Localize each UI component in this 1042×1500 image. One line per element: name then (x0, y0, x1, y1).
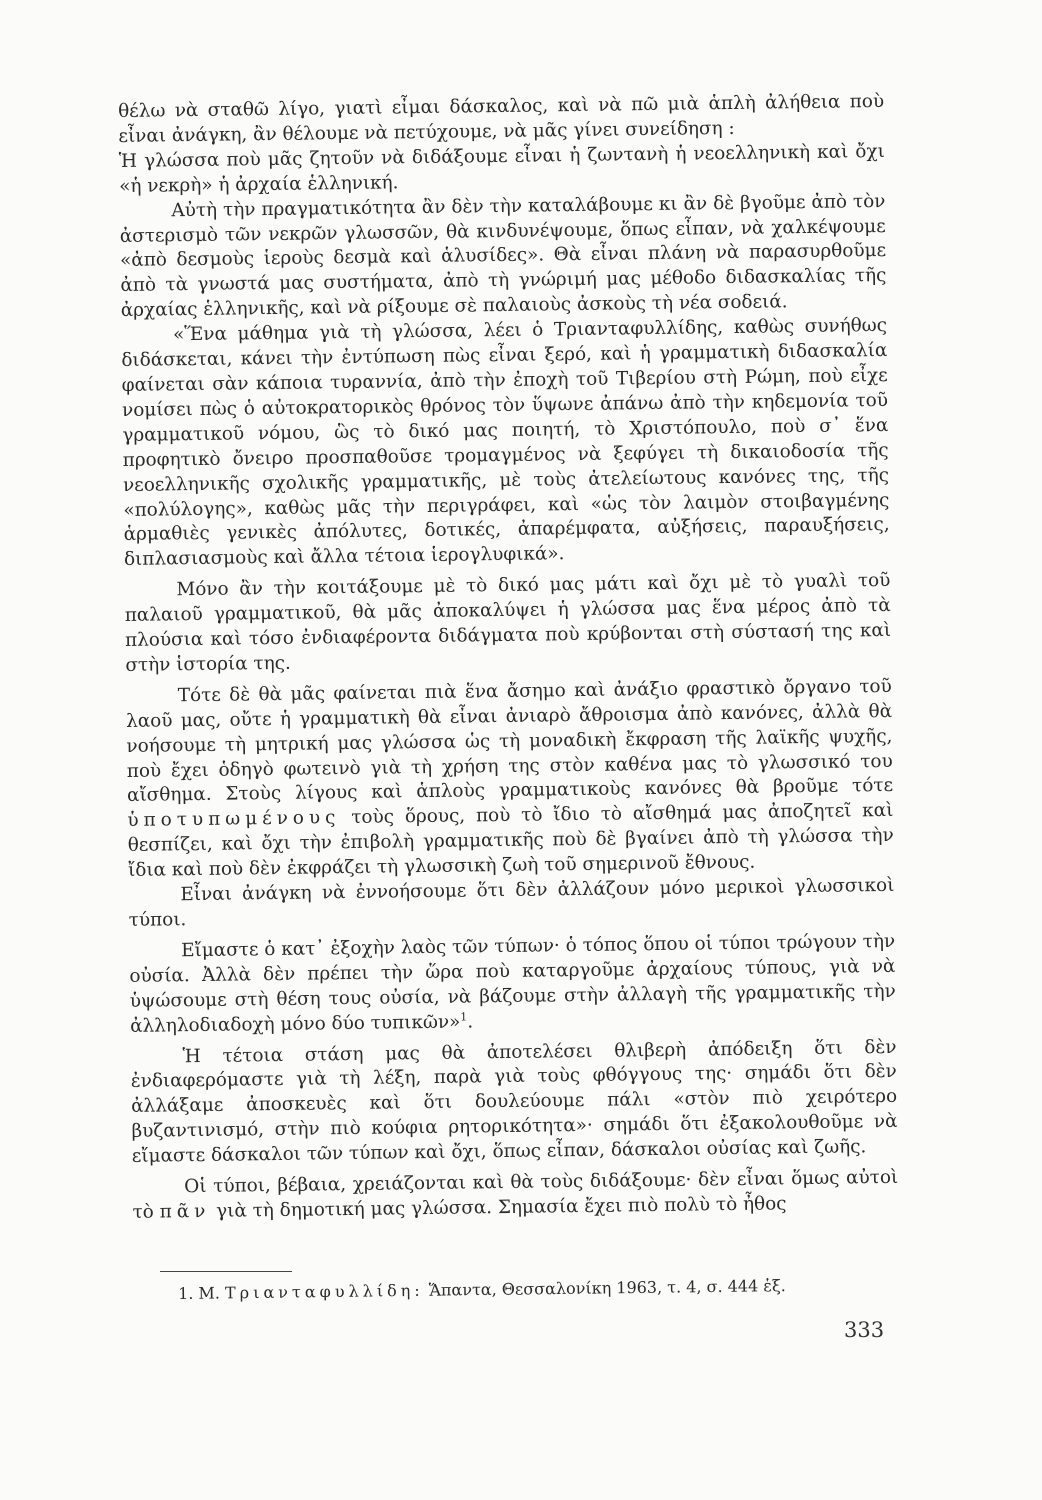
paragraph: Εἶναι ἀνάγκη νὰ ἐννοήσουμε ὅτι δὲν ἀλλάζουν μόνο μερικοὶ γλωσσικοὶ τύποι. (128, 874, 895, 931)
paragraph-text: Εἴμαστε ὁ κατ᾽ ἐξοχὴν λαὸς τῶν τύπων· ὁ τόπος ὅπου οἱ τύποι τρώγουν τὴν οὐσία. Ἀλλὰ δὲν πρέπει τὴν ὥρα ποὺ καταργοῦμε ἀρχαίους τύπους, γιὰ νὰ ὑψώσουμε στὴ θέση τους οὐσία, νὰ βάζουμε στὴν ἀλλαγὴ τῆς γραμματικῆς τὴν ἀλληλοδιαδοχὴ μόνο δύο τυπικῶν» (129, 930, 896, 1037)
paragraph-text: . (467, 1011, 474, 1033)
footnote-citation: Ἅπαντα, Θεσσαλονίκη 1963, τ. 4, σ. 444 ἑξ. (428, 1276, 786, 1300)
spaced-emphasis: ὑποτυπωμένους (127, 807, 341, 832)
footnote-author: Τριανταφυλλίδη: (224, 1280, 424, 1303)
footnote-divider (160, 1271, 292, 1272)
paragraph: θέλω νὰ σταθῶ λίγο, γιατὶ εἶμαι δάσκαλος, καὶ νὰ πῶ μιὰ ἁπλὴ ἀλήθεια ποὺ εἶναι ἀνάγκη, ἂν θέλουμε νὰ πετύχουμε, νὰ μᾶς γίνει συνείδηση : (118, 90, 885, 147)
spaced-emphasis: πᾶν (159, 1200, 211, 1223)
paragraph (126, 675, 895, 884)
footnote-reference: 1 (460, 1010, 468, 1024)
paragraph: Αὐτὴ τὴν πραγματικότητα ἂν δὲν τὴν καταλάβουμε κι ἂν δὲ βγοῦμε ἀπὸ τὸν ἀστερισμὸ τῶν νεκρῶν γλωσσῶν, θὰ κινδυνέψουμε, ὅπως εἶπαν, νὰ χαλκέψουμε «ἀπὸ δεσμοὺς ἱεροὺς δεσμὰ καὶ ἁλυσίδες». Θὰ εἶναι πλάνη νὰ παρασυρθοῦμε ἀπὸ τὰ γνωστά μας συστήματα, ἀπὸ τὴ γνώριμή μας μέθοδο διδασκαλίας τῆς ἀρχαίας ἑλληνικῆς, καὶ νὰ ρίξουμε σὲ παλαιοὺς ἀσκοὺς τὴ νέα σοδειά. (119, 190, 887, 322)
footnote (178, 1276, 786, 1304)
page-number: 333 (844, 1318, 885, 1342)
paragraph (132, 1166, 899, 1226)
paragraph-text: Τότε δὲ θὰ μᾶς φαίνεται πιὰ ἕνα ἄσημο καὶ ἀνάξιο φραστικὸ ὄργανο τοῦ λαοῦ μας, οὔτε ἡ γραμματικὴ θὰ εἶναι ἀνιαρὸ ἄθροισμα ἀπὸ κανόνες, ἀλλὰ θὰ νοήσουμε τὴ μητρική μας γλώσσα ὡς τὴ μοναδικὴ ἔκφραση τῆς λαϊκῆς ψυχῆς, ποὺ ἔχει ὁδηγὸ φωτεινὸ γιὰ τὴ χρήση της στὸν καθένα μας τὸ γλωσσικό του αἴσθημα. Στοὺς λίγους καὶ ἁπλοὺς γραμματικοὺς κανόνες θὰ βροῦμε τότε (125, 675, 894, 807)
paragraph: Ἡ γλώσσα ποὺ μᾶς ζητοῦν νὰ διδάξουμε εἶναι ἡ ζωντανὴ ἡ νεοελληνικὴ καὶ ὄχι «ἡ νεκρὴ» ἡ ἀρχαία ἑλληνική. (118, 140, 885, 197)
footnote-initial: Μ. (198, 1283, 221, 1303)
footnote-number: 1. (178, 1283, 194, 1303)
paragraph-text: τοὺς ὅρους, ποὺ τὸ ἴδιο τὸ αἴσθημά μας ἀποζητεῖ καὶ θεσπίζει, καὶ ὄχι τὴν ἐπιβολὴ γραμματικῆς ποὺ δὲ βγαίνει ἀπὸ τὴ γλώσσα τὴν ἴδια καὶ ποὺ δὲν ἐκφράζει τὴ γλωσσικὴ ζωὴ τοῦ σημερινοῦ ἔθνους. (127, 800, 894, 882)
paragraph: Μόνο ἂν τὴν κοιτάξουμε μὲ τὸ δικό μας μάτι καὶ ὄχι μὲ τὸ γυαλὶ τοῦ παλαιοῦ γραμματικοῦ, θὰ μᾶς ἀποκαλύψει ἡ γλώσσα μας ἕνα μέρος ἀπὸ τὰ πλούσια καὶ τόσο ἐνδιαφέροντα διδάγματα ποὺ κρύβονται στὴ σύστασή της καὶ στὴν ἱστορία της. (124, 570, 892, 676)
paragraph (129, 930, 896, 1040)
paragraph: «Ἕνα μάθημα γιὰ τὴ γλώσσα, λέει ὁ Τριανταφυλλίδης, καθὼς συνήθως διδάσκεται, κάνει τὴν ἐντύπωση πὼς εἶναι ξερό, καὶ ἡ γραμματικὴ διδασκαλία φαίνεται σὰν κάποια τυραννία, ἀπὸ τὴν ἐποχὴ τοῦ Τιβερίου στὴ Ρώμη, ποὺ εἶχε νομίσει πὼς ὁ αὐτοκρατορικὸς θρόνος τὸν ὕψωνε ἀπάνω ἀπὸ τὴν κηδεμονία τοῦ γραμματικοῦ νόμου, ὣς τὸ δικό μας ποιητή, τὸ Χριστόπουλο, ποὺ σ᾽ ἕνα προφητικὸ ὄνειρο προσπαθοῦσε τρομαγμένος νὰ ξεφύγει τὴ δικαιοδοσία τῆς νεοελληνικῆς σχολικῆς γραμματικῆς, μὲ τοὺς ἀτελείωτους κανόνες της, τῆς «πολύλογης», καθὼς μᾶς τὴν περιγράφει, καὶ «ὡς τὸν λαιμὸν στοιβαγμένης ἁρμαθιὲς γενικὲς ἀπόλυτες, δοτικές, ἀπαρέμφατα, αὐξήσεις, παραυξήσεις, διπλασιασμοὺς καὶ ἄλλα τέτοια ἱερογλυφικά». (121, 315, 890, 571)
paragraph-text: Οἱ τύποι, βέβαια, χρειάζονται καὶ θὰ τοὺς διδάξουμε· δὲν εἶναι ὅμως αὐτοὶ τὸ (132, 1166, 899, 1223)
paragraph: Ἡ τέτοια στάση μας θὰ ἀποτελέσει θλιβερὴ ἀπόδειξη ὅτι δὲν ἐνδιαφερόμαστε γιὰ τὴ λέξη, παρὰ γιὰ τοὺς φθόγγους της· σημάδι ὅτι δὲν ἀλλάξαμε ἀποσκευὲς καὶ ὅτι δουλεύουμε πάλι «στὸν πιὸ χειρότερο βυζαντινισμό, στὴν πιὸ κούφια ρητορικότητα»· σημάδι ὅτι ἐξακολουθοῦμε νὰ εἴμαστε δάσκαλοι τῶν τύπων καὶ ὄχι, ὅπως εἶπαν, δάσκαλοι οὐσίας καὶ ζωῆς. (130, 1036, 898, 1168)
paragraph-text: γιὰ τὴ δημοτική μας γλώσσα. Σημασία ἔχει πιὸ πολὺ τὸ ἦθος (216, 1193, 787, 1222)
body-text (118, 90, 899, 1226)
